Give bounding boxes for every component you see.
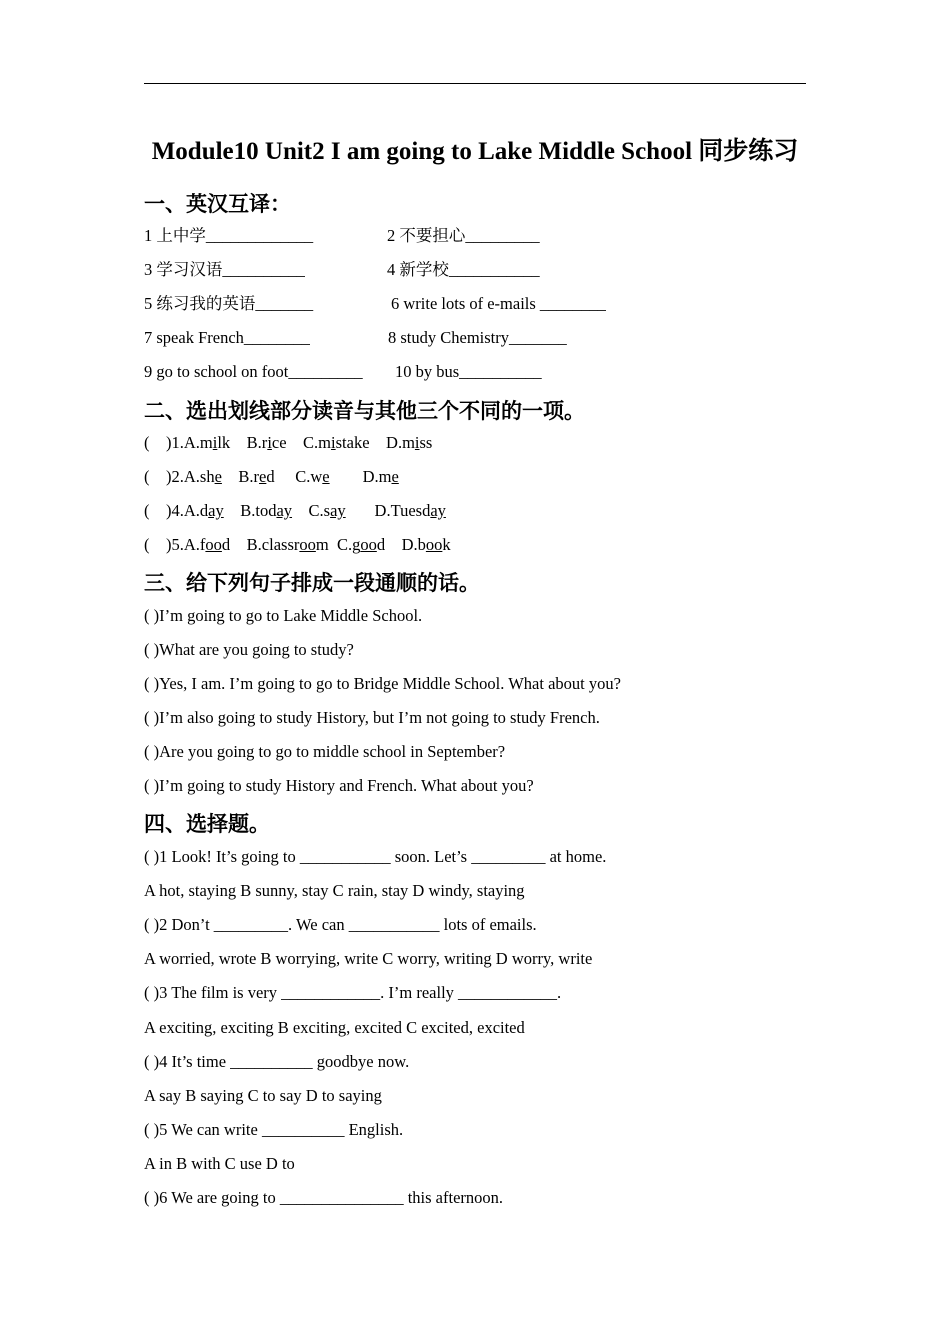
choice-options: A say B saying C to say D to saying xyxy=(144,1086,382,1105)
underlined-letters: i xyxy=(414,433,420,452)
question-text: k xyxy=(442,535,451,554)
question-text: C.s xyxy=(292,501,331,520)
phonics-question xyxy=(144,467,399,487)
ordering-sentence: ( )I’m also going to study History, but I’m not going to study French. xyxy=(144,708,600,727)
ordering-sentence: ( )Are you going to go to middle school in September? xyxy=(144,742,506,761)
underlined-letters: oo xyxy=(205,535,222,554)
question-text: ce C.m xyxy=(271,433,332,452)
question-text: ss xyxy=(419,433,433,452)
translate-item: 4 新学校___________ xyxy=(387,260,540,279)
question-text: ( )1.A.m xyxy=(144,433,213,452)
choice-options: A in B with C use D to xyxy=(144,1154,295,1173)
underlined-letters: e xyxy=(322,467,330,486)
translate-item: 2 不要担心_________ xyxy=(387,226,540,245)
page-title: Module10 Unit2 I am going to Lake Middle School 同步练习 xyxy=(151,138,799,165)
choice-options: A hot, staying B sunny, stay C rain, stay D windy, staying xyxy=(144,881,525,900)
section-heading-choice: 四、选择题。 xyxy=(144,812,270,836)
underlined-letters: e xyxy=(259,467,267,486)
underlined-letters: oo xyxy=(360,535,377,554)
ordering-sentence: ( )Yes, I am. I’m going to go to Bridge Middle School. What about you? xyxy=(144,674,621,693)
choice-question: ( )3 The film is very ____________. I’m really ____________. xyxy=(144,983,562,1002)
underlined-letters: oo xyxy=(299,535,316,554)
phonics-question xyxy=(144,433,432,453)
translate-item: 7 speak French________ xyxy=(144,328,310,347)
choice-question: ( )5 We can write __________ English. xyxy=(144,1120,404,1139)
question-text: ( )4.A.d xyxy=(144,501,209,520)
translate-item: 10 by bus__________ xyxy=(395,362,542,381)
underlined-letters: ay xyxy=(208,501,224,520)
choice-question: ( )2 Don’t _________. We can ___________ lots of emails. xyxy=(144,915,537,934)
ordering-sentence: ( )What are you going to study? xyxy=(144,640,354,659)
question-text: ( )5.A.f xyxy=(144,535,206,554)
underlined-letters: ay xyxy=(276,501,293,520)
choice-options: A worried, wrote B worrying, write C worry, writing D worry, write xyxy=(144,949,593,968)
ordering-sentence: ( )I’m going to go to Lake Middle School. xyxy=(144,606,423,625)
underlined-letters: ay xyxy=(430,501,446,520)
choice-question: ( )6 We are going to _______________ this afternoon. xyxy=(144,1188,504,1207)
translate-item: 9 go to school on foot_________ xyxy=(144,362,363,381)
choice-question: ( )4 It’s time __________ goodbye now. xyxy=(144,1052,410,1071)
section-heading-ordering: 三、给下列句子排成一段通顺的话。 xyxy=(144,571,480,595)
translate-item: 6 write lots of e-mails ________ xyxy=(391,294,606,313)
translate-item: 8 study Chemistry_______ xyxy=(388,328,567,347)
question-text: B.tod xyxy=(223,501,277,520)
underlined-letters: ay xyxy=(330,501,346,520)
section-heading-translation: 一、英汉互译： xyxy=(144,192,291,216)
translate-item: 3 学习汉语__________ xyxy=(144,260,305,279)
phonics-question xyxy=(144,501,446,521)
underlined-letters: i xyxy=(267,433,272,452)
question-text: B.r xyxy=(221,467,260,486)
question-text: d C.w xyxy=(266,467,323,486)
translate-item: 5 练习我的英语_______ xyxy=(144,294,314,313)
question-text: d D.b xyxy=(376,535,426,554)
question-text: D.Tuesd xyxy=(345,501,431,520)
question-text: lk B.r xyxy=(217,433,268,452)
underlined-letters: oo xyxy=(425,535,443,554)
section-heading-phonics: 二、选出划线部分读音与其他三个不同的一项。 xyxy=(144,399,585,423)
phonics-question xyxy=(144,535,451,555)
question-text: stake D.m xyxy=(335,433,415,452)
underlined-letters: i xyxy=(212,433,218,452)
translate-item: 1 上中学_____________ xyxy=(144,226,314,245)
ordering-sentence: ( )I’m going to study History and French. What about you? xyxy=(144,776,534,795)
underlined-letters: e xyxy=(214,467,222,486)
question-text: d B.classr xyxy=(221,535,300,554)
choice-options: A exciting, exciting B exciting, excited C excited, excited xyxy=(144,1018,525,1037)
header-rule xyxy=(144,83,806,84)
question-text: m C.g xyxy=(315,535,361,554)
underlined-letters: i xyxy=(331,433,336,452)
choice-question: ( )1 Look! It’s going to ___________ soon. Let’s _________ at home. xyxy=(144,847,607,866)
question-text: D.m xyxy=(329,467,392,486)
question-text: ( )2.A.sh xyxy=(144,467,215,486)
underlined-letters: e xyxy=(391,467,399,486)
